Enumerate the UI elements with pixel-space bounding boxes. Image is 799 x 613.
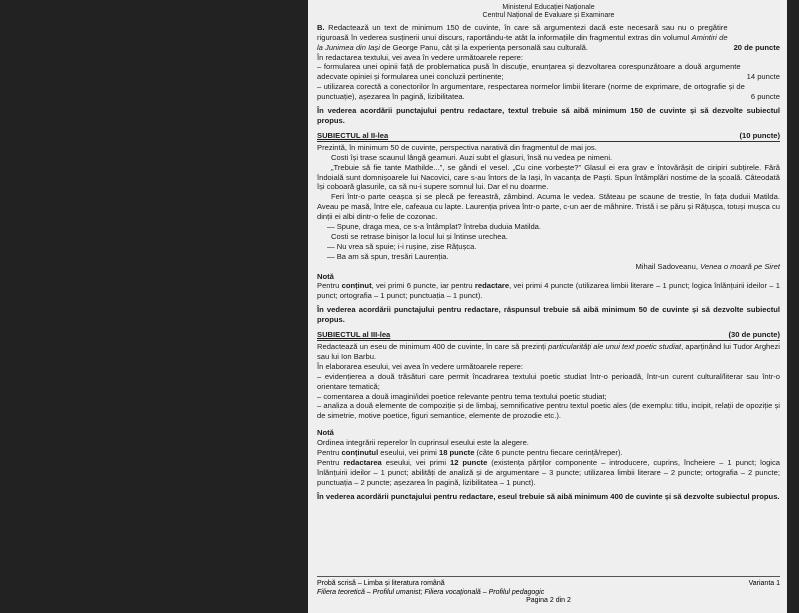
section-3-content-points: [317, 448, 780, 458]
section-2-nota-text-3: , vei primi 4 puncte (utilizarea limbii literare – 1 punct; logica înlănțuirii ideilor – 1 punct; ortografia – 1 punct; punctuația – 1 punct).: [317, 281, 781, 301]
task-b-text: Redactează un text de minimum 150 de cuvinte, în care să argumentezi dacă este necesară sau nu o pregătire riguroasă în vederea susținerii unui discurs, raportându-te atât la informațiile din fragmentul extras din volumul: [317, 22, 728, 42]
page-footer: [317, 576, 780, 606]
page-content: [317, 4, 780, 502]
section-2-nota-redactare-word: redactare: [474, 281, 510, 291]
redactare-points-text-3: (existența părților componente – introducere, cuprins, încheiere – 1 punct; logica înlănțuirii ideilor – 1 punct; abilități de analiză și de argumentare – 3 puncte; utilizarea limbii literare – 2 puncte; ortografia – 2 puncte; punctuația – 2 puncte; așezarea în pagină, lizibilitatea – 1 punct).: [317, 457, 781, 487]
section-3-item-1: – evidențierea a două trăsături care permit încadrarea textului poetic studiat într-o perioadă, într-un curent cultural/literar sau într-o orientare tematică;: [317, 371, 780, 391]
section-3-repere-intro: În elaborarea eseului, vei avea în vedere următoarele repere:: [317, 361, 523, 371]
section-3-title: SUBIECTUL al III-lea: [317, 330, 391, 340]
redactare-points-word: redactarea: [343, 457, 382, 467]
task-b: [317, 23, 780, 126]
section-2-nota-text: Pentru: [317, 281, 342, 291]
section-2-nota-label: Notă: [317, 271, 334, 281]
section-2: [317, 143, 780, 325]
section-2-note: În vederea acordării punctajului pentru redactare, răspunsul trebuie să aibă minimum 50 de cuvinte și să dezvolte subiectul propus.: [317, 305, 780, 325]
task-b-note: În vederea acordării punctajului pentru redactare, textul trebuie să aibă minimum 150 de cuvinte și să dezvolte subiectul propus.: [317, 106, 780, 125]
section-3-prompt-end: , aparținând lui Tudor Arghezi sau lui Ion Barbu.: [317, 342, 780, 361]
task-b-item-2-text: – utilizarea corectă a conectorilor în argumentare, respectarea normelor limbii literare (norme de exprimare, de ortografie și de punctuație), așezarea în pagină, lizibilitatea.: [317, 82, 745, 102]
content-points-value: 18 puncte: [438, 448, 475, 458]
section-2-nota: [317, 281, 780, 301]
task-b-item-2-points: 6 puncte: [750, 92, 780, 102]
section-2-prompt: Prezintă, în minimum 50 de cuvinte, perspectiva narativă din fragmentul de mai jos.: [317, 142, 597, 152]
section-3-points: (30 de puncte): [728, 330, 780, 340]
page-header: [317, 4, 780, 21]
section-3-prompt-italic: particularități ale unui text poetic studiat: [548, 342, 682, 351]
header-center: Centrul Național de Evaluare și Examinare: [482, 12, 615, 20]
excerpt-dialogue-3: — Ba am să spun, tresări Laurenția.: [327, 251, 449, 261]
content-points-text-2: eseului, vei primi: [378, 448, 439, 458]
excerpt-source: [317, 262, 780, 272]
section-3-order: Ordinea integrării reperelor în cuprinsul eseului este la alegere.: [317, 438, 529, 448]
task-b-item-1-points: 14 puncte: [746, 72, 780, 82]
section-3-heading: [317, 330, 780, 341]
section-3-note: În vederea acordării punctajului pentru redactare, eseul trebuie să aibă minimum 400 de cuvinte și să dezvolte subiectul propus.: [317, 491, 780, 501]
section-3-prompt: [317, 342, 780, 362]
section-3-item-2: – comentarea a două imagini/idei poetice relevante pentru tema textului poetic studiat;: [317, 391, 607, 401]
section-3-nota-label: Notă: [317, 428, 334, 438]
footer-row: [317, 580, 780, 589]
content-points-text: Pentru: [317, 448, 342, 458]
excerpt-paragraph-3: Feri într-o parte ceașca și se plecă pe fereastră, zâmbind. Acuma le vedea. Stăteau pe scaune de trestie, în fața duduii Matilda. Aveau pe masă, între ele, cafeaua cu lapte. Laurenția privea într-o parte, c-un aer de mâhnire. Tristă i se păru și Rățușca, totuși mușca cu dinții ei albi dintr-o felie de cozonac.: [317, 192, 780, 222]
excerpt-paragraph-4: Costi se retrase binișor la locul lui și întinse urechea.: [331, 231, 508, 241]
content-points-word: conținutul: [341, 448, 379, 458]
section-3: [317, 342, 780, 502]
task-b-points: 20 de puncte: [733, 42, 780, 52]
content-points-text-3: (câte 6 puncte pentru fiecare cerință/reper).: [474, 448, 623, 458]
excerpt-author: Mihail Sadoveanu,: [635, 261, 701, 271]
task-b-repere-intro: În redactarea textului, vei avea în vedere următoarele repere:: [317, 52, 523, 62]
task-b-label: B.: [317, 22, 325, 32]
footer-exam: Probă scrisă – Limba și literatura română: [317, 580, 445, 587]
section-3-item-3: – analiza a două elemente de compoziție și de limbaj, semnificative pentru textul poetic ales (de exemplu: titlu, incipit, relații de opoziție și de simetrie, motive poetice, figuri semantice, elemente de prozodie etc.).: [317, 401, 780, 421]
footer-profile: Filiera teoretică – Profilul umanist; Filiera vocațională – Profilul pedagogic: [317, 588, 545, 596]
header-ministry: Ministerul Educației Naționale: [502, 4, 595, 11]
right-dark-margin: [787, 0, 799, 613]
footer-page-number: Pagina 2 din 2: [526, 597, 571, 605]
section-2-title: SUBIECTUL al II-lea: [317, 130, 389, 140]
excerpt-dialogue-1: — Spune, draga mea, ce s-a întâmplat? întreba duduia Matilda.: [327, 222, 542, 232]
task-b-item-1: [317, 62, 780, 82]
left-dark-margin: [0, 0, 308, 613]
section-2-nota-text-2: , vei primi 6 puncte, iar pentru: [371, 281, 475, 291]
footer-variant: Varianta 1: [748, 580, 780, 587]
task-b-book-title: Amintiri de la Junimea din Iași: [317, 32, 728, 52]
redactare-points-value: 12 puncte: [449, 457, 488, 467]
task-b-text-end: de George Panu, cât și la experiența personală sau culturală.: [379, 42, 589, 52]
document-page: [308, 0, 787, 613]
excerpt-paragraph-1: Costi își trase scaunul lângă geamuri. Auzi subt el glasuri, însă nu vedea pe nimeni.: [331, 152, 613, 162]
section-3-prompt-text: Redactează un eseu de minimum 400 de cuvinte, în care să prezinți: [317, 342, 549, 351]
redactare-points-text-2: eseului, vei primi: [381, 457, 450, 467]
section-2-points: (10 puncte): [739, 130, 780, 140]
task-b-statement: [317, 23, 780, 53]
task-b-item-1-text: – formularea unei opinii față de problematica pusă în discuție, enunțarea și dezvoltarea corespunzătoare a două argumente adecvate opiniei și formularea unei concluzii pertinente;: [317, 62, 741, 82]
section-2-heading: [317, 131, 780, 142]
redactare-points-text: Pentru: [317, 457, 344, 467]
section-2-nota-content-word: conținut: [341, 281, 372, 291]
excerpt-work-title: Venea o moară pe Siret: [700, 261, 780, 271]
excerpt-dialogue-2: — Nu vrea să spuie; i-i rușine, zise Rățușca.: [327, 241, 477, 251]
task-b-item-2: [317, 82, 780, 102]
excerpt-paragraph-2: „Trebuie să fie tante Mathilde...”, se gândi el vesel. „Cu cine vorbește?” Glasul ei era grav e întovărășit de ciripiri subțirele. Fără îndoială sunt domnișoarele lui Nacovici, care s-au întors de la Iași, în vacanța de Paști. Spun întâmplări nostime de la școală. Câteodată își coboară glasurile, ca să nu-i supere somnul lui. Dar el nu doarme.: [317, 162, 780, 192]
section-3-redactare-points: [317, 458, 780, 488]
